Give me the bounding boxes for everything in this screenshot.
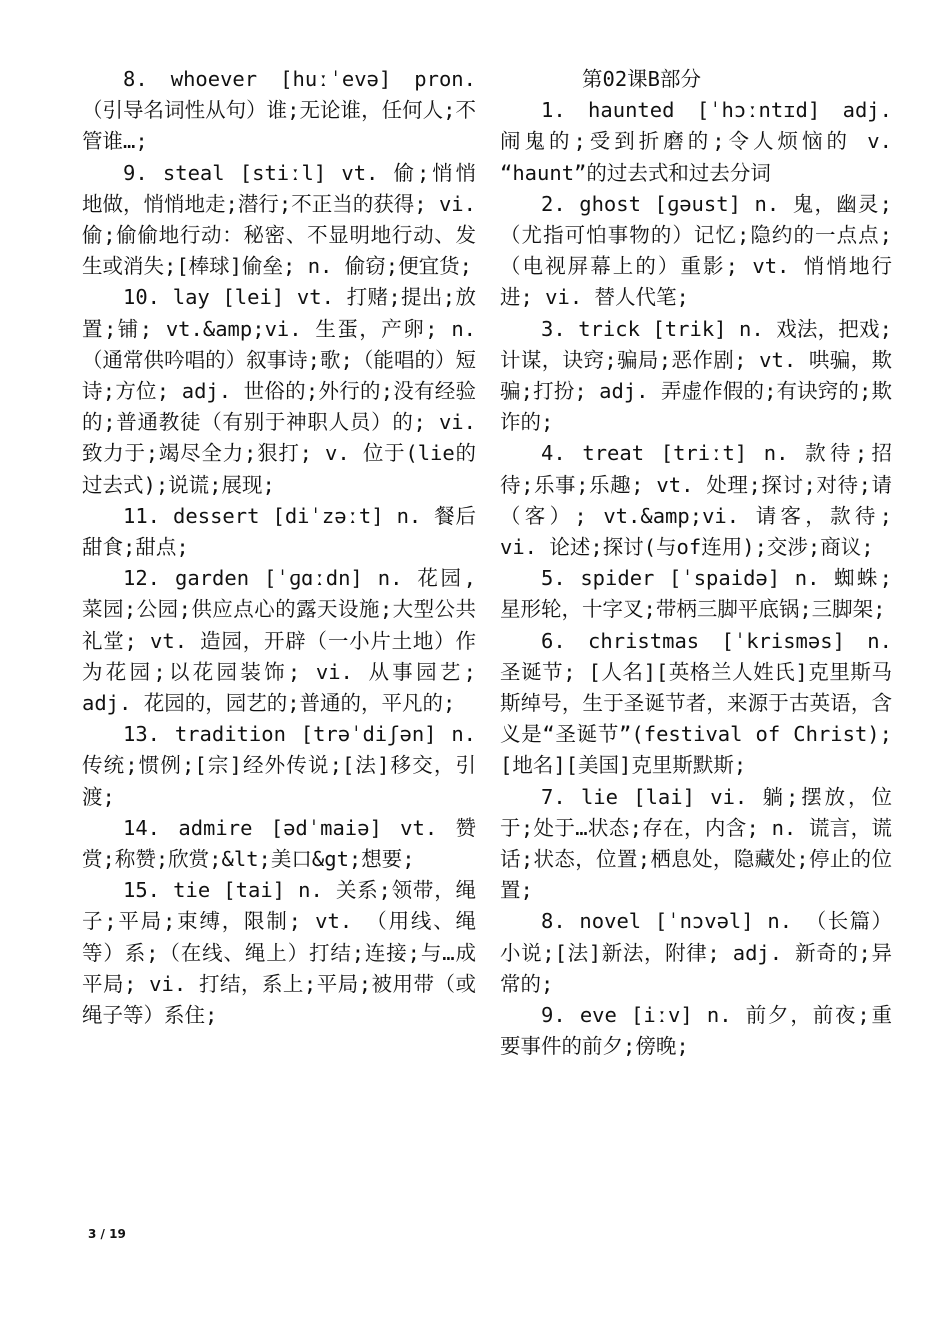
- vocab-entry: 8. novel [ˈnɔvəl] n. （长篇）小说;[法]新法，附律; adj. 新奇的;异常的;: [500, 909, 892, 996]
- vocab-entry: 1. haunted [ˈhɔːntɪd] adj. 闹鬼的;受到折磨的;令人烦恼的 v. “haunt”的过去式和过去分词: [500, 98, 892, 185]
- vocab-entry: 6. christmas [ˈkrisməs] n. 圣诞节; [人名][英格兰人姓氏]克里斯马斯绰号，生于圣诞节者，来源于古英语，含义是“圣诞节”(festival of Christ);[地名][美国]克里斯默斯;: [500, 628, 892, 778]
- vocab-entry: 15. tie [tai] n. 关系;领带，绳子;平局;束缚，限制; vt. （用线、绳等）系;（在线、绳上）打结;连接;与…成平局; vi. 打结，系上;平局;被用带（或绳子等）系住;: [82, 878, 476, 1028]
- left-column: [82, 64, 476, 1031]
- vocab-entry: 12. garden [ˈɡɑːdn] n. 花园,菜园;公园;供应点心的露天设施;大型公共礼堂; vt. 造园，开辟（一小片土地）作为花园;以花园装饰; vi. 从事园艺; adj. 花园的，园艺的;普通的，平凡的;: [82, 566, 476, 716]
- vocab-entry: 14. admire [ədˈmaiə] vt. 赞赏;称赞;欣赏;&lt;美口&gt;想要;: [82, 815, 476, 872]
- vocab-entry: 13. tradition [trəˈdiʃən] n. 传统;惯例;[宗]经外传说;[法]移交，引渡;: [82, 722, 476, 809]
- vocab-entry: 5. spider [ˈspaidə] n. 蜘蛛;星形轮，十字叉;带柄三脚平底锅;三脚架;: [500, 566, 892, 622]
- page-number: 3 / 19: [88, 1227, 126, 1241]
- vocab-entry: 9. steal [stiːl] vt. 偷;悄悄地做，悄悄地走;潜行;不正当的获得; vi. 偷;偷偷地行动：秘密、不显明地行动、发生或消失;[棒球]偷垒; n. 偷窃;便宜货;: [82, 160, 476, 279]
- vocab-entry: 10. lay [lei] vt. 打赌;提出;放置;铺; vt.&amp;vi. 生蛋，产卵; n. （通常供吟唱的）叙事诗;歌;（能唱的）短诗;方位; adj. 世俗的;外行的;没有经验的;普通教徒（有别于神职人员）的; vi. 致力于;竭尽全力;狠打; v. 位于(lie的过去式);说谎;展现;: [82, 285, 476, 497]
- vocab-entry: 3. trick [trik] n. 戏法，把戏;计谋，诀窍;骗局;恶作剧; vt. 哄骗，欺骗;打扮; adj. 弄虚作假的;有诀窍的;欺诈的;: [500, 316, 892, 435]
- vocab-entry: 2. ghost [ɡəust] n. 鬼，幽灵;（尤指可怕事物的）记忆;隐约的一点点;（电视屏幕上的）重影; vt. 悄悄地行进; vi. 替人代笔;: [500, 191, 892, 310]
- vocab-entry: 9. eve [iːv] n. 前夕，前夜;重要事件的前夕;傍晚;: [500, 1003, 892, 1059]
- vocab-entry: 4. treat [triːt] n. 款待;招待;乐事;乐趣; vt. 处理;探讨;对待;请（客）; vt.&amp;vi. 请客，款待; vi. 论述;探讨(与of连用);交涉;商议;: [500, 441, 892, 560]
- right-column: [500, 64, 892, 1063]
- section-heading: 第02课B部分: [582, 67, 702, 91]
- vocab-entry: 8. whoever [huːˈevə] pron. （引导名词性从句）谁;无论谁，任何人;不管谁…;: [82, 67, 476, 154]
- vocab-entry: 7. lie [lai] vi. 躺;摆放，位于;处于…状态;存在，内含; n. 谎言，谎话;状态，位置;栖息处，隐藏处;停止的位置;: [500, 784, 892, 903]
- vocab-entry: 11. dessert [diˈzəːt] n. 餐后甜食;甜点;: [82, 503, 476, 560]
